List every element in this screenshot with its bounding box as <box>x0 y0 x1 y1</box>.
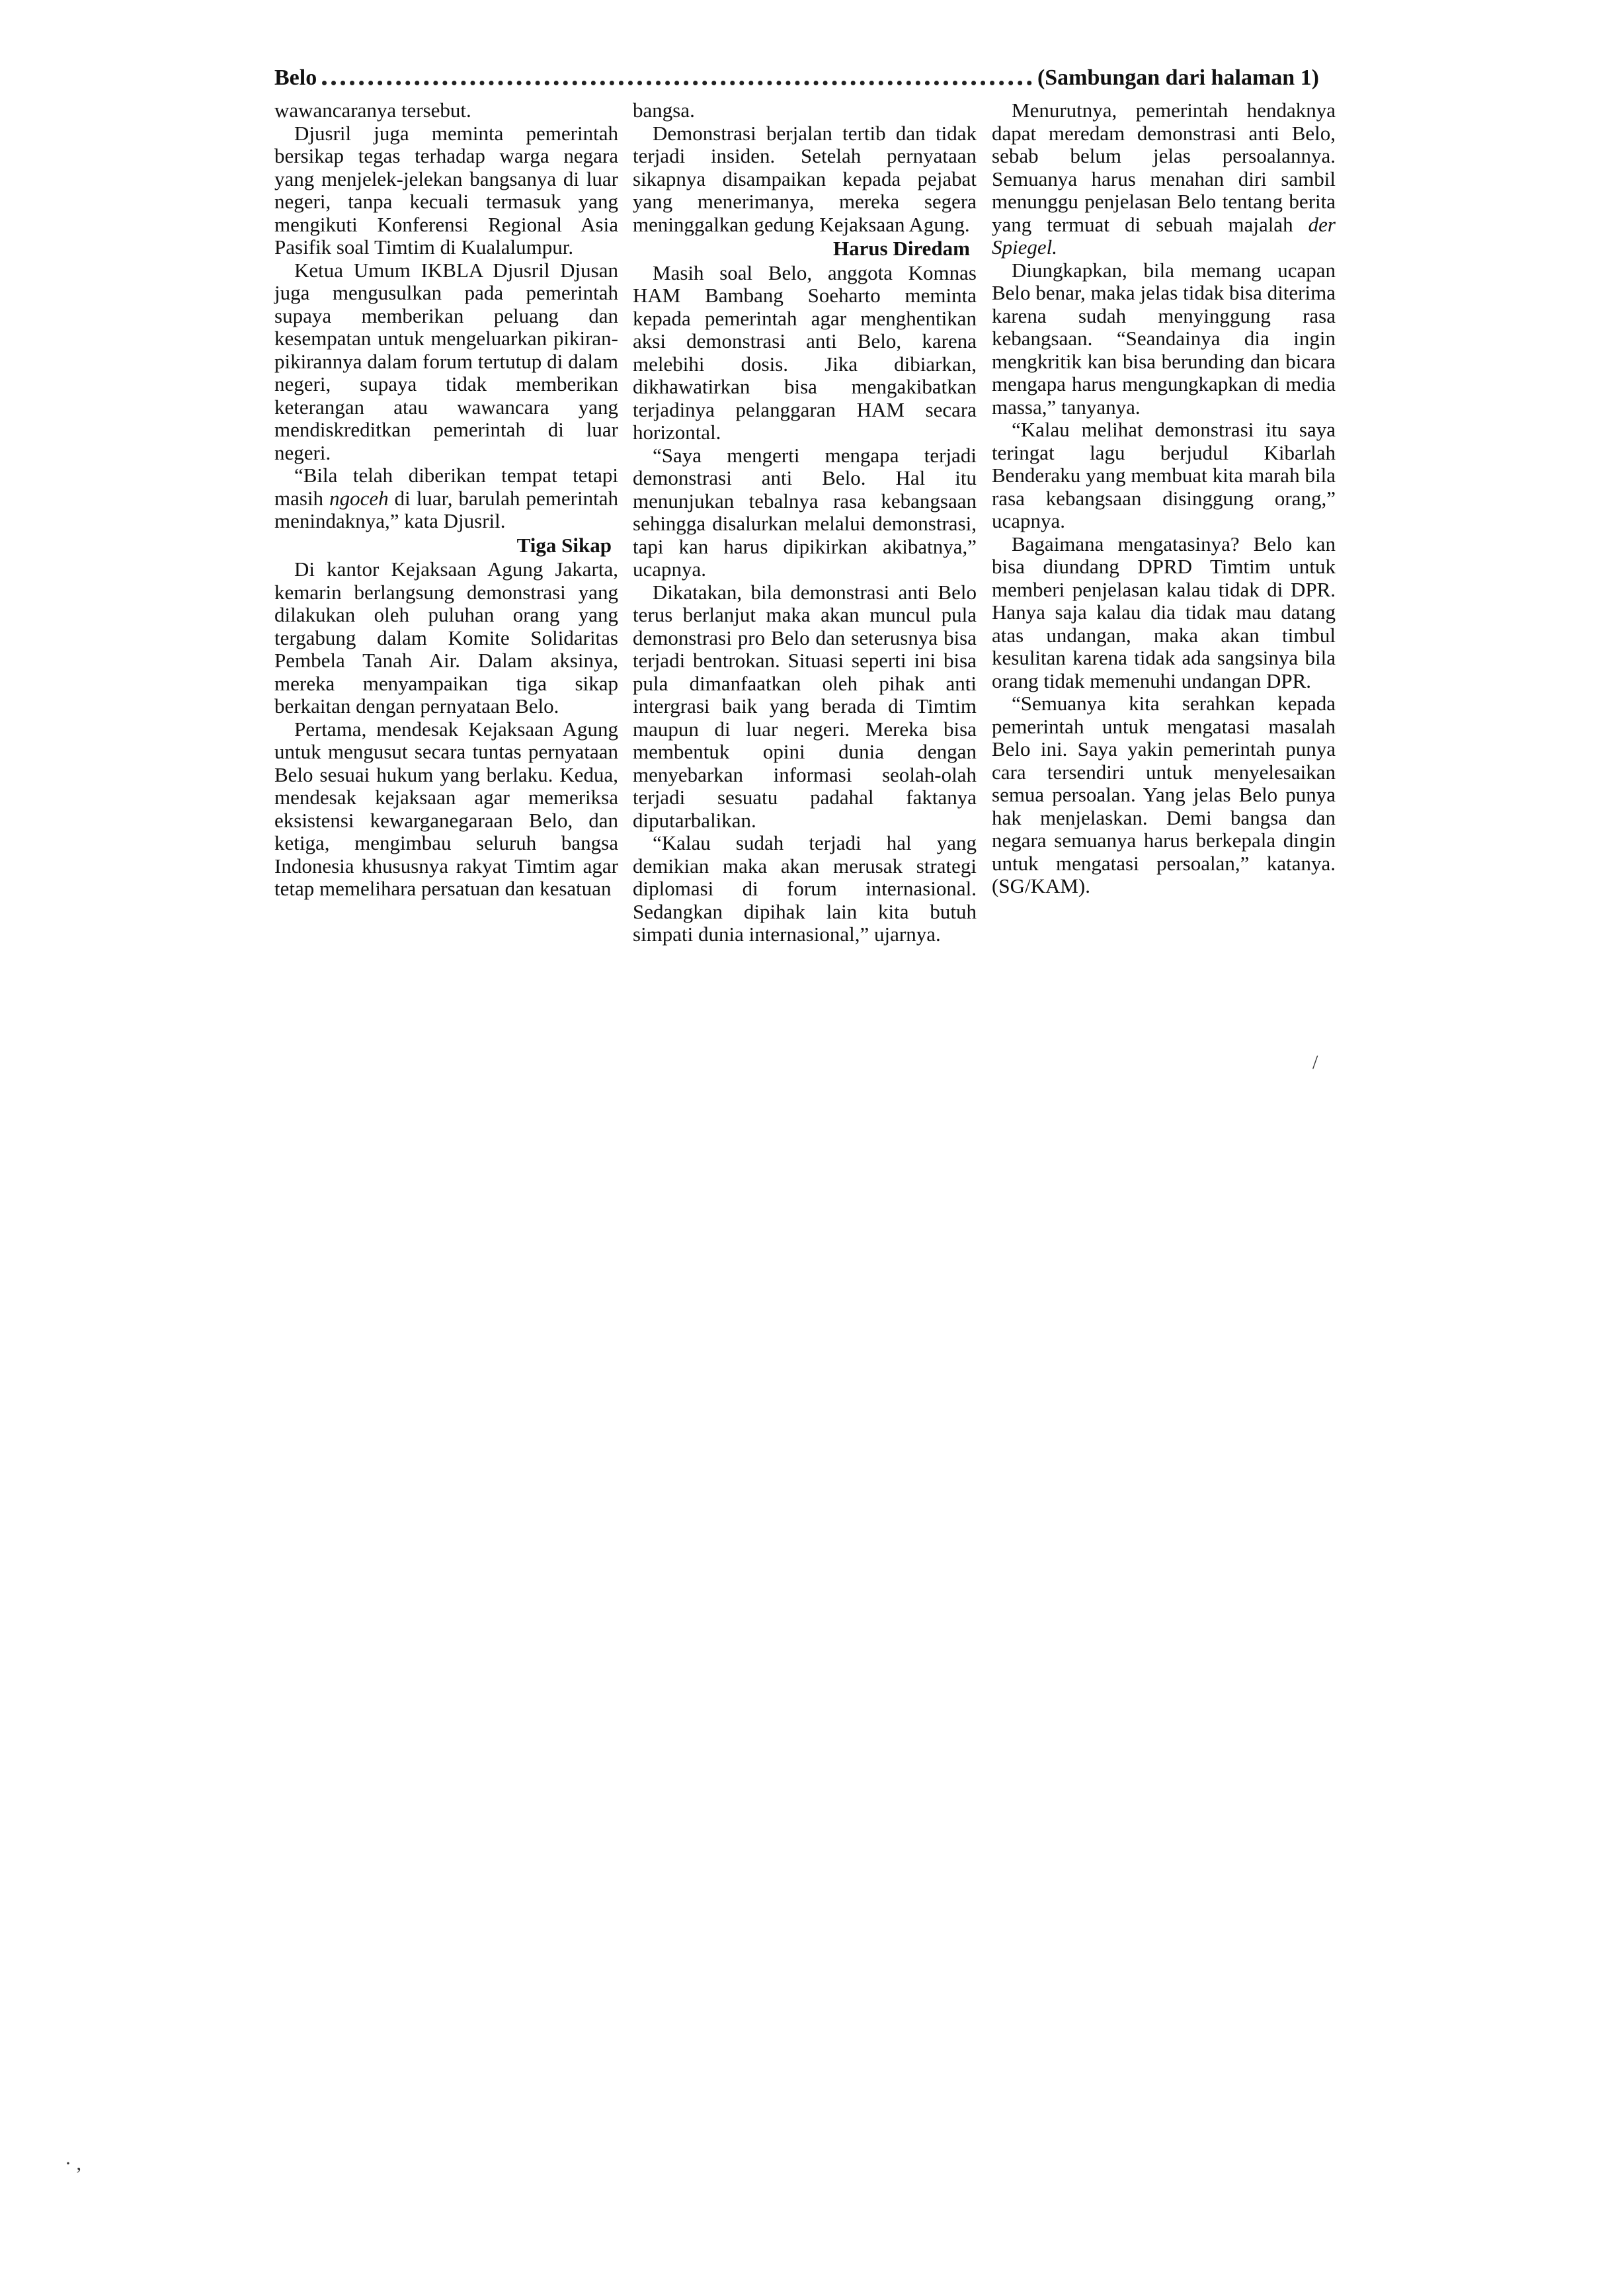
subheading-tiga-sikap: Tiga Sikap <box>516 533 612 557</box>
paragraph: Ketua Umum IKBLA Djusril Djusan juga mengusulkan pada pemerintah supaya memberikan peluang dan kesempatan untuk mengeluarkan pikiran-pikirannya dalam forum tertutup di dalam negeri, supaya tidak memberikan keterangan atau wawancara yang mendiskreditkan pemerintah di luar negeri. <box>274 258 618 464</box>
paragraph: “Kalau sudah terjadi hal yang demikian maka akan merusak strategi diplomasi di forum internasional. Sedangkan dipihak lain kita butuh simpati dunia internasional,” ujarnya. <box>633 831 977 946</box>
paragraph: Diungkapkan, bila memang ucapan Belo benar, maka jelas tidak bisa diterima karena sudah menyinggung rasa kebangsaan. “Seandainya dia ingin mengkritik kan bisa berunding dan bicara mengapa harus mengungkapkan di media massa,” tanyanya. <box>992 258 1336 419</box>
paragraph <box>992 99 1336 259</box>
article-column-2 <box>633 99 977 946</box>
article-column-1 <box>274 99 618 901</box>
paragraph: “Semuanya kita serahkan kepada pemerintah untuk mengatasi masalah Belo ini. Saya yakin pemerintah punya cara tersendiri untuk menyelesaikan semua persoalan. Yang jelas Belo punya hak menjelaskan. Demi bangsa dan negara semuanya harus berkepala dingin untuk mengatasi persoalan,” katanya. (SG/KAM). <box>992 692 1336 897</box>
italic-word: ngoceh <box>329 486 389 510</box>
paragraph: bangsa. <box>633 99 695 122</box>
paragraph: Djusril juga meminta pemerintah bersikap tegas terhadap warga negara yang menjelek-jelekan bangsanya di luar negeri, tanpa kecuali termasuk yang mengikuti Konferensi Regional Asia Pasifik soal Timtim di Kualalumpur. <box>274 121 618 259</box>
paragraph: Di kantor Kejaksaan Agung Jakarta, kemarin berlangsung demonstrasi yang dilakukan oleh puluhan orang yang tergabung dalam Komite Solidaritas Pembela Tanah Air. Dalam aksinya, mereka menyampaikan tiga sikap berkaitan dengan pernyataan Belo. <box>274 557 618 718</box>
paragraph: Demonstrasi berjalan tertib dan tidak terjadi insiden. Setelah pernyataan sikapnya disampaikan kepada pejabat yang menerimanya, mereka segera meninggalkan gedung Kejaksaan Agung. <box>633 121 977 236</box>
paragraph: Bagaimana mengatasinya? Belo kan bisa diundang DPRD Timtim untuk memberi penjelasan kalau tidak di DPR. Hanya saja kalau dia tidak mau datang atas undangan, maka akan timbul kesulitan karena tidak ada sangsinya bila orang tidak memenuhi undangan DPR. <box>992 532 1336 692</box>
paragraph: “Saya mengerti mengapa terjadi demonstrasi anti Belo. Hal itu menunjukan tebalnya rasa kebangsaan sehingga disalurkan melalui demonstrasi, tapi kan harus dipikirkan akibatnya,” ucapnya. <box>633 443 977 581</box>
paragraph: “Kalau melihat demonstrasi itu saya teringat lagu berjudul Kibarlah Benderaku yang membuat kita marah bila rasa kebangsaan disinggung orang,” ucapnya. <box>992 418 1336 532</box>
scan-mark: · , <box>65 2152 81 2174</box>
scan-mark: / <box>1312 1051 1318 1073</box>
header-title: Belo <box>274 65 317 90</box>
text-run: di luar, barulah pemerintah menindaknya,” kata Djusril. <box>274 486 618 532</box>
paragraph: wawancaranya tersebut. <box>274 99 471 122</box>
header-leader-dots <box>322 71 1032 85</box>
paragraph <box>274 464 618 533</box>
paragraph: Pertama, mendesak Kejaksaan Agung untuk mengusut secara tuntas pernyataan Belo sesuai hukum yang berlaku. Kedua, mendesak kejaksaan agar memeriksa eksistensi kewarganegaraan Belo, dan ketiga, mengimbau seluruh bangsa Indonesia khususnya rakyat Timtim agar tetap memelihara persatuan dan kesatuan <box>274 717 618 900</box>
continuation-header <box>274 63 1319 93</box>
italic-title: der Spiegel. <box>992 212 1336 259</box>
header-continuation: (Sambungan dari halaman 1) <box>1037 65 1319 90</box>
text-run: Menurutnya, pemerintah hendaknya dapat meredam demonstrasi anti Belo, sebab belum jelas persoalannya. Semuanya harus menahan diri sambil menunggu penjelasan Belo tentang berita yang termuat di sebuah majalah <box>992 99 1336 236</box>
paragraph: Dikatakan, bila demonstrasi anti Belo terus berlanjut maka akan muncul pula demonstrasi pro Belo dan seterusnya bisa terjadi bentrokan. Situasi seperti ini bisa pula dimanfaatkan oleh pihak anti intergrasi baik yang berada di Timtim maupun di luar negeri. Mereka bisa membentuk opini dunia dengan menyebarkan informasi seolah-olah terjadi sesuatu padahal faktanya diputarbalikan. <box>633 580 977 832</box>
subheading-harus-diredam: Harus Diredam <box>833 237 970 260</box>
article-column-3 <box>992 99 1336 898</box>
text-run: “Bila telah diberikan tempat tetapi masih <box>274 464 618 510</box>
paragraph: Masih soal Belo, anggota Komnas HAM Bambang Soeharto meminta kepada pemerintah agar menghentikan aksi demonstrasi anti Belo, karena melebihi dosis. Jika dibiarkan, dikhawatirkan bisa mengakibatkan terjadinya pelanggaran HAM secara horizontal. <box>633 261 977 444</box>
